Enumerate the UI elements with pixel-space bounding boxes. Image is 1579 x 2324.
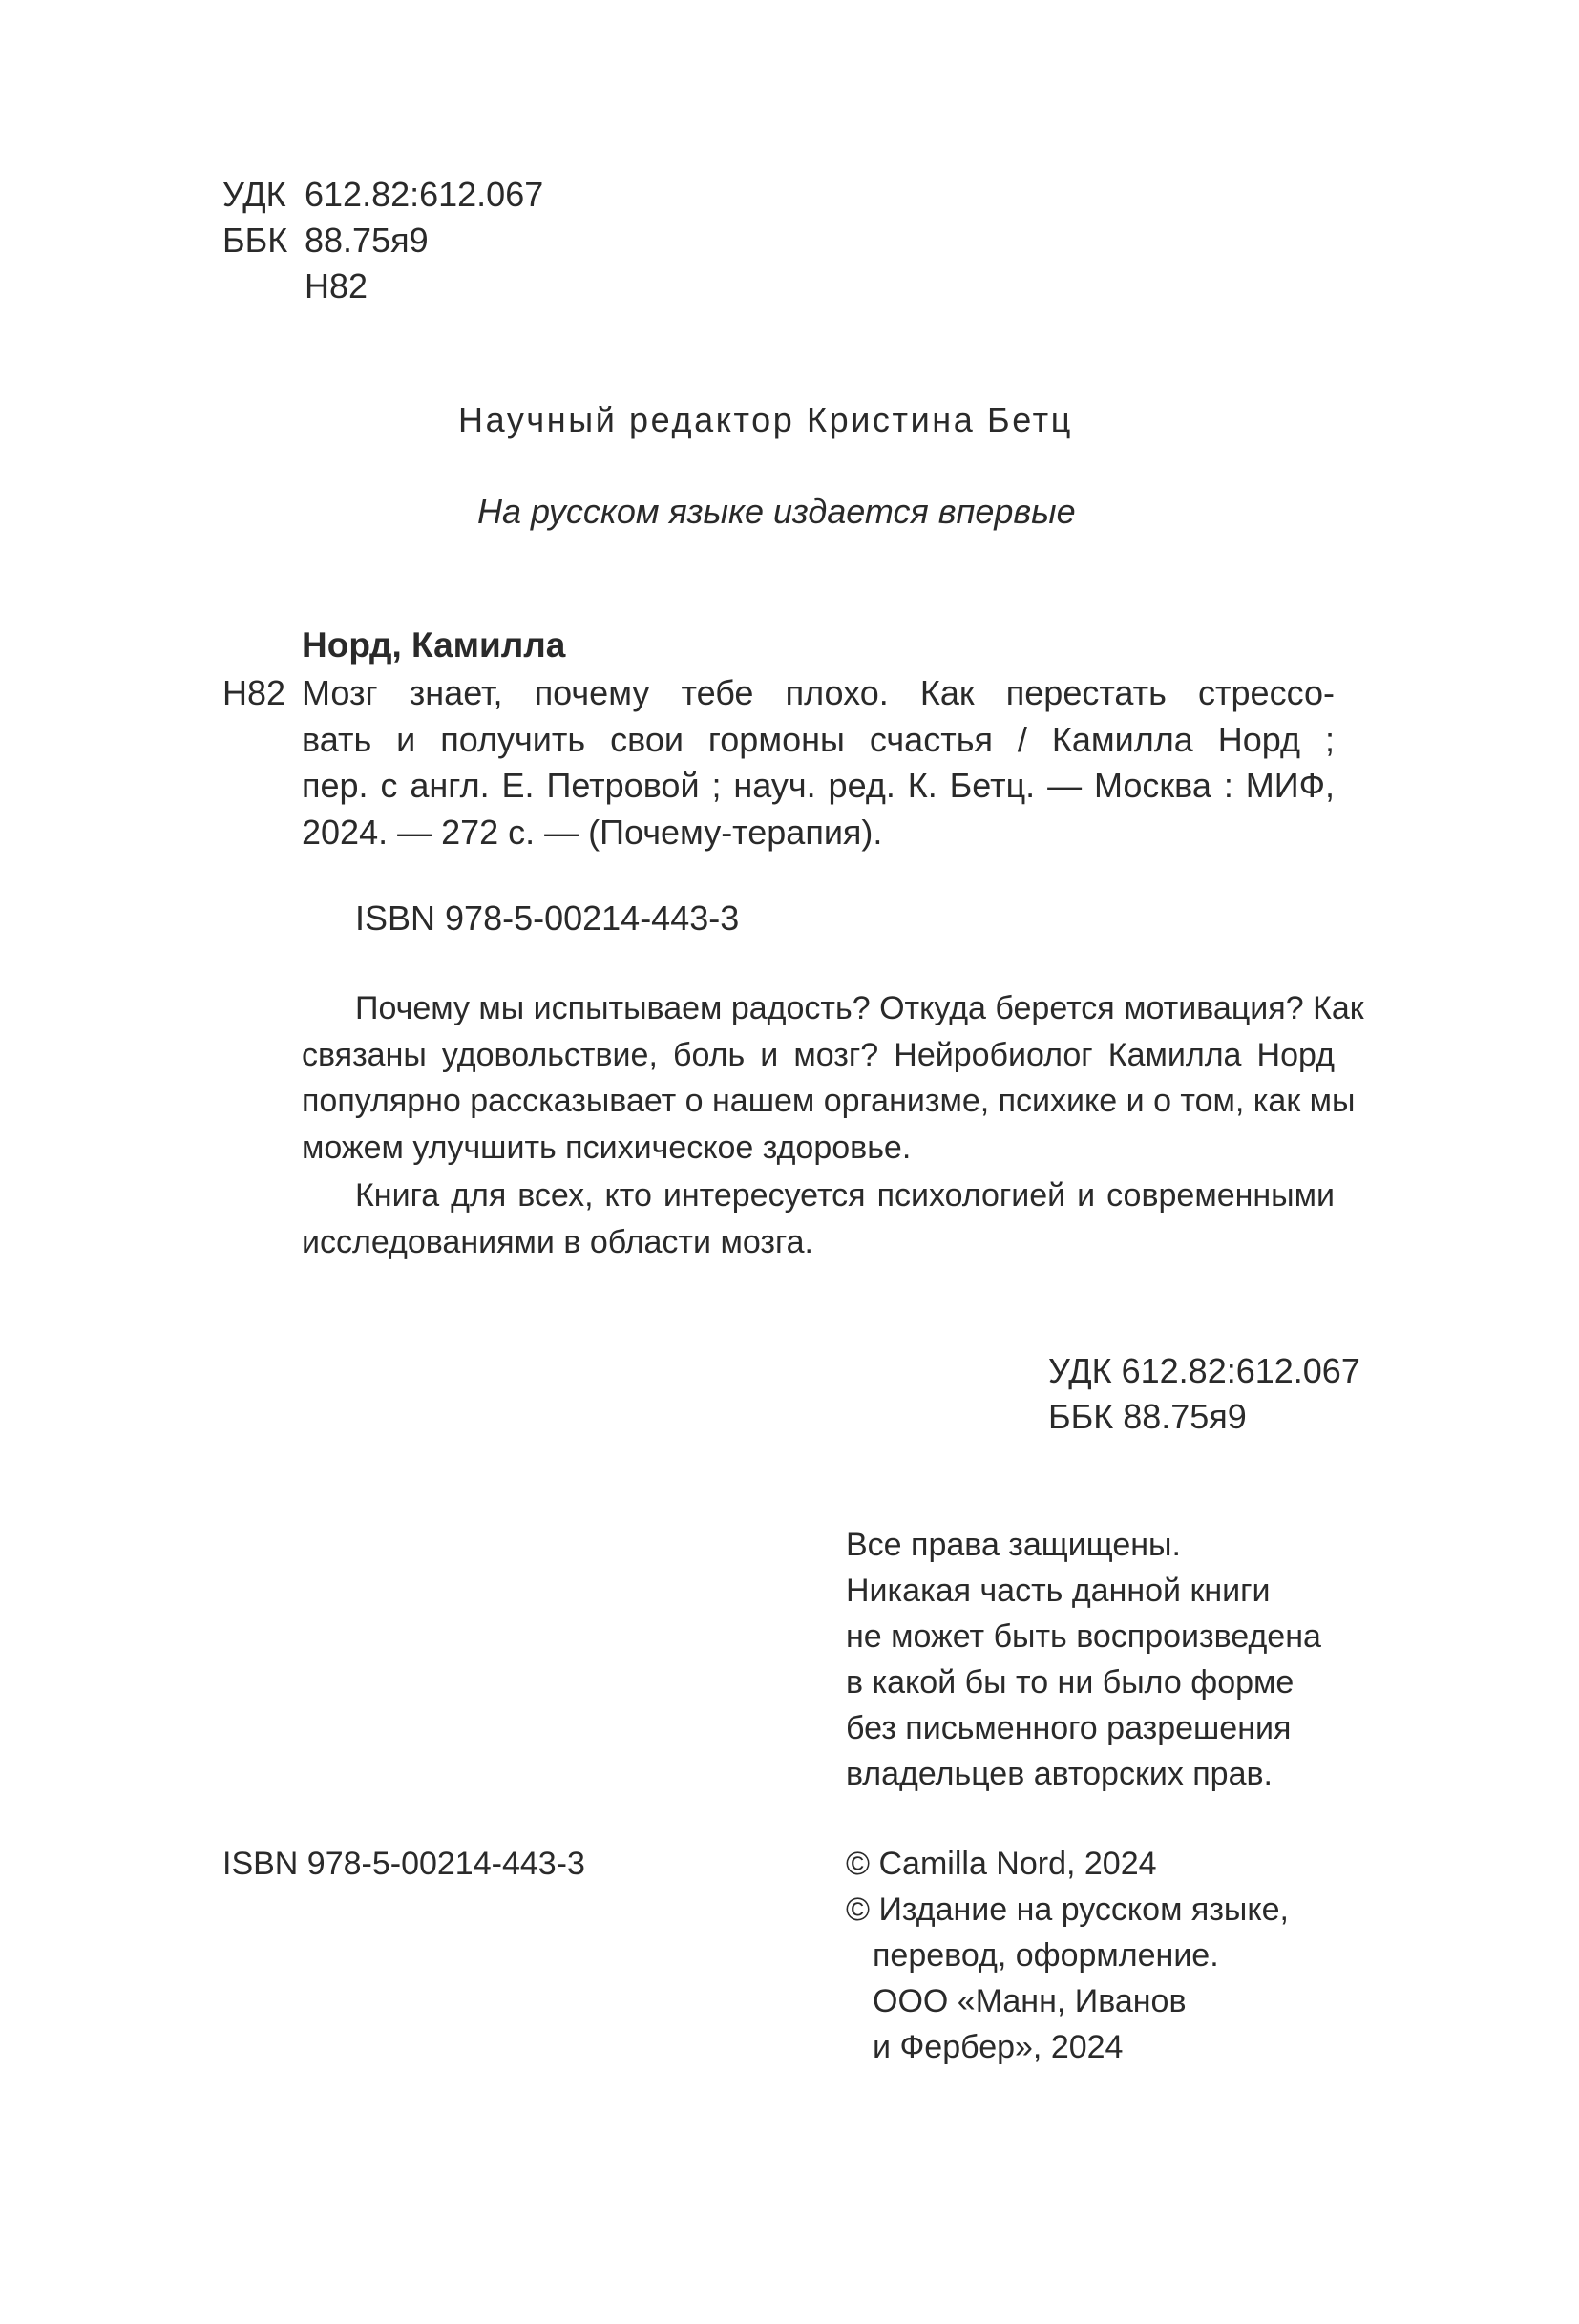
description-line [302,763,1335,810]
audience-line [302,1173,1335,1219]
card-bbk: ББК 88.75я9 [1048,1397,1247,1436]
copyright-block [846,1841,1289,2070]
description-text-2: вать и получить свои гормоны счастья / Камилла Норд ; [302,719,1335,759]
annotation-line [302,1032,1335,1079]
copyright-line: © Camilla Nord, 2024 [846,1846,1157,1882]
rights-notice [846,1522,1321,1797]
copyright-line: ООО «Манн, Иванов [873,1983,1187,2019]
udk-label: УДК [222,175,286,214]
description-line [302,717,1335,764]
copyright-line: и Фербер», 2024 [873,2029,1124,2065]
description-line [302,810,1335,856]
author-mark: Н82 [222,673,286,712]
top-classification [222,172,543,309]
card-classification [1048,1348,1360,1440]
copyright-line: © Издание на русском языке, [846,1891,1289,1928]
bbk-value: 88.75я9 [305,221,429,260]
bottom-isbn: ISBN 978-5-00214-443-3 [222,1846,585,1882]
audience-text-2: исследованиями в области мозга. [302,1223,813,1260]
copyright-line: перевод, оформление. [873,1937,1219,1974]
audience-line [302,1219,1335,1266]
card-isbn: ISBN 978-5-00214-443-3 [355,898,740,938]
scientific-editor: Научный редактор Кристина Бетц [458,400,1073,439]
card-udk: УДК 612.82:612.067 [1048,1351,1360,1390]
rights-line: в какой бы то ни было форме [846,1664,1295,1701]
rights-line: владельцев авторских прав. [846,1756,1273,1792]
bibliographic-description [302,670,1335,856]
description-text-3: пер. с англ. Е. Петровой ; науч. ред. К. Бетц. — Москва : МИФ, [302,766,1335,805]
audience-text-1: Книга для всех, кто интересуется психологией и современными [355,1177,1335,1214]
annotation-line [302,1125,1335,1172]
bottom-isbn-block [222,1841,585,1887]
first-edition-note: На русском языке издается впервые [477,492,1076,531]
rights-line: Все права защищены. [846,1527,1181,1563]
udk-value: 612.82:612.067 [305,175,544,214]
rights-line: без письменного разрешения [846,1710,1292,1746]
description-line [302,670,1335,717]
annotation-line [302,1078,1356,1125]
author-mark-top: Н82 [305,266,368,306]
description-text-1: Мозг знает, почему тебе плохо. Как перестать стрессо- [302,673,1335,712]
annotation-line [302,985,1364,1032]
description-text-4: 2024. — 272 с. — (Почему-терапия). [302,812,883,852]
annotation-text-1: Почему мы испытываем радость? Откуда берется мотивация? Как [355,990,1364,1026]
annotation-text-3: популярно рассказывает о нашем организме, психике и о том, как мы [302,1083,1356,1119]
rights-line: не может быть воспроизведена [846,1618,1321,1655]
annotation-text-4: можем улучшить психическое здоровье. [302,1129,912,1166]
annotation-text-2: связаны удовольствие, боль и мозг? Нейробиолог Камилла Норд [302,1036,1335,1073]
rights-line: Никакая часть данной книги [846,1573,1271,1609]
bbk-label: ББК [222,221,288,260]
audience-note [302,1173,1335,1265]
author-heading: Норд, Камилла [302,625,566,665]
annotation [302,985,1364,1171]
